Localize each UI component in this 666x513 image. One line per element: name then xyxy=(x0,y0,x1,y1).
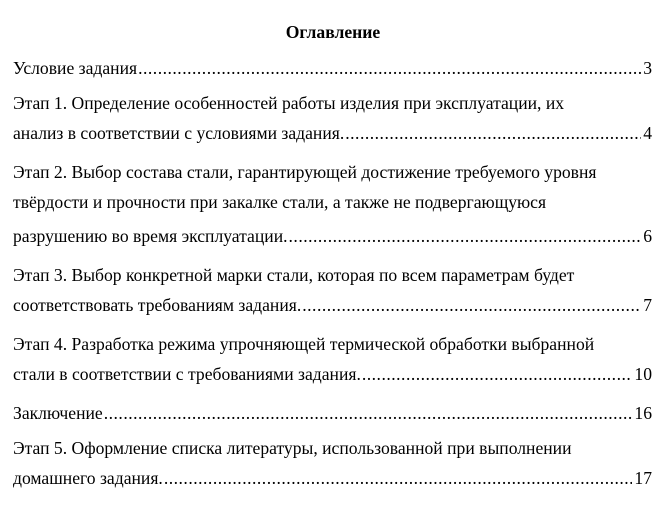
toc-entry-line xyxy=(13,116,652,150)
toc-entry-text: домашнего задания. xyxy=(13,468,163,488)
toc-page-number: 10 xyxy=(634,364,652,384)
toc-entry-line xyxy=(13,400,652,426)
toc-entry-conclusion[interactable] xyxy=(13,400,652,426)
toc-leader-dots xyxy=(164,461,633,495)
toc-page-number: 17 xyxy=(634,468,652,488)
toc-entry-text: соответствовать требованиям задания. xyxy=(13,295,302,315)
toc-leader-dots xyxy=(104,400,633,426)
toc-title: Оглавление xyxy=(285,22,381,42)
toc-entry-text: Условие задания xyxy=(13,58,138,78)
toc-leader-dots xyxy=(138,55,641,81)
toc-page-number: 6 xyxy=(643,226,652,246)
toc-entry-text: Этап 5. Оформление списка литературы, использованной при выполнении xyxy=(13,438,572,458)
toc-page-number: 7 xyxy=(643,295,652,315)
toc-entry-text: стали в соответствии с требованиями задания. xyxy=(13,364,361,384)
toc-entry-line xyxy=(13,461,652,495)
toc-entry-text: твёрдости и прочности при закалке стали, а также не подвергающуюся xyxy=(13,192,547,212)
toc-entry-stage-3[interactable] xyxy=(13,262,652,322)
toc-leader-dots xyxy=(289,219,642,253)
toc-leader-dots xyxy=(302,288,641,322)
toc-leader-dots xyxy=(345,116,641,150)
toc-list xyxy=(13,55,652,504)
toc-entry-stage-1[interactable] xyxy=(13,90,652,150)
toc-entry-stage-4[interactable] xyxy=(13,331,652,391)
toc-entry-line xyxy=(13,357,652,391)
toc-entry-stage-5[interactable] xyxy=(13,435,652,495)
toc-page-number: 3 xyxy=(643,58,652,78)
toc-entry-stage-2[interactable] xyxy=(13,159,652,253)
toc-leader-dots xyxy=(362,357,633,391)
toc-entry-line xyxy=(13,219,652,253)
toc-entry-text: Этап 4. Разработка режима упрочняющей термической обработки выбранной xyxy=(13,334,595,354)
toc-entry-text: анализ в соответствии с условиями задания. xyxy=(13,123,345,143)
toc-entry-conditions[interactable] xyxy=(13,55,652,81)
toc-entry-text: Заключение xyxy=(13,403,103,423)
toc-entry-text: разрушению во время эксплуатации. xyxy=(13,226,288,246)
toc-entry-line xyxy=(13,288,652,322)
toc-entry-text: Этап 1. Определение особенностей работы изделия при эксплуатации, их xyxy=(13,93,565,113)
toc-entry-line xyxy=(13,55,652,81)
toc-page-number: 16 xyxy=(634,403,652,423)
toc-entry-text: Этап 2. Выбор состава стали, гарантирующей достижение требуемого уровня xyxy=(13,162,597,182)
toc-page-number: 4 xyxy=(643,123,652,143)
toc-entry-text: Этап 3. Выбор конкретной марки стали, которая по всем параметрам будет xyxy=(13,265,575,285)
